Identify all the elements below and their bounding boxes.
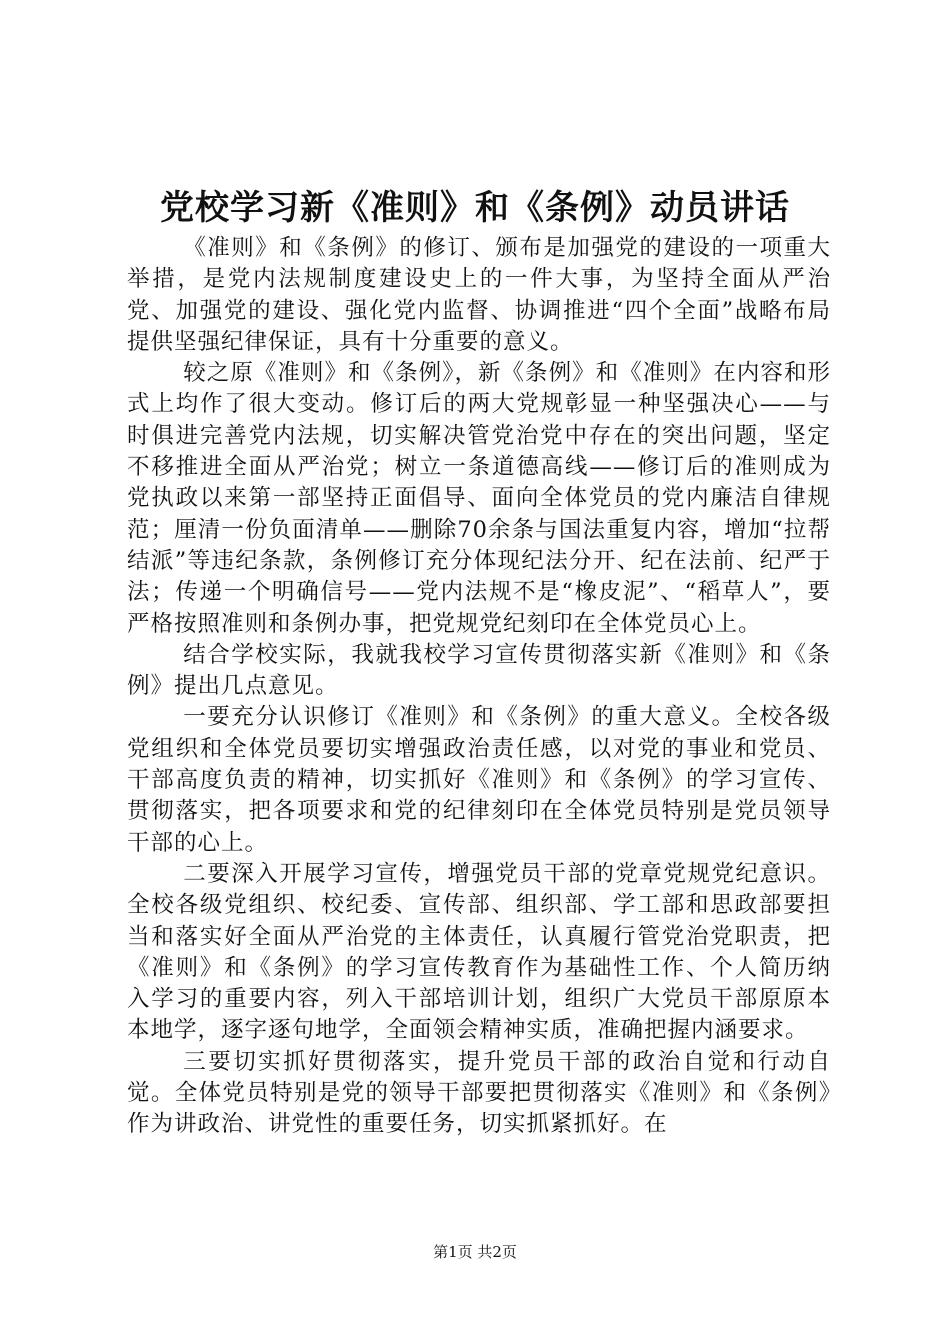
- paragraph-5: 二要深入开展学习宣传，增强党员干部的党章党规党纪意识。全校各级党组织、校纪委、宣传部、组织部、学工部和思政部要担当和落实好全面从严治党的主体责任，认真履行管党治党职责，把《准则》和《条例》的学习宣传教育作为基础性工作、个人简历纳入学习的重要内容，列入干部培训计划，组织广大党员干部原原本本地学，逐字逐句地学，全面领会精神实质，准确把握内涵要求。: [127, 860, 831, 1044]
- paragraph-3: 结合学校实际，我就我校学习宣传贯彻落实新《准则》和《条例》提出几点意见。: [127, 641, 831, 700]
- page-footer: 第1页 共2页: [433, 1243, 517, 1261]
- paragraph-1: 《准则》和《条例》的修订、颁布是加强党的建设的一项重大举措，是党内法规制度建设史上的一件大事，为坚持全面从严治党、加强党的建设、强化党内监督、协调推进“四个全面”战略布局提供坚强纪律保证，具有十分重要的意义。: [127, 235, 831, 355]
- document-body: [127, 233, 831, 1141]
- paragraph-6: 三要切实抓好贯彻落实，提升党员干部的政治自觉和行动自觉。全体党员特别是党的领导干部要把贯彻落实《准则》和《条例》作为讲政治、讲党性的重要任务，切实抓紧抓好。在: [127, 1048, 831, 1138]
- paragraph-2: 较之原《准则》和《条例》，新《条例》和《准则》在内容和形式上均作了很大变动。修订后的两大党规彰显一种坚强决心——与时俱进完善党内法规，切实解决管党治党中存在的突出问题，坚定不移推进全面从严治党；树立一条道德高线——修订后的准则成为党执政以来第一部坚持正面倡导、面向全体党员的党内廉洁自律规范；厘清一份负面清单——删除70余条与国法重复内容，增加“拉帮结派”等违纪条款，条例修订充分体现纪法分开、纪在法前、纪严于法；传递一个明确信号——党内法规不是“橡皮泥”、“稻草人”，要严格按照准则和条例办事，把党规党纪刻印在全体党员心上。: [127, 360, 831, 637]
- paragraph-4: 一要充分认识修订《准则》和《条例》的重大意义。全校各级党组织和全体党员要切实增强政治责任感，以对党的事业和党员、干部高度负责的精神，切实抓好《准则》和《条例》的学习宣传、贯彻落实，把各项要求和党的纪律刻印在全体党员特别是党员领导干部的心上。: [127, 704, 831, 856]
- document-title: 党校学习新《准则》和《条例》动员讲话: [160, 188, 790, 228]
